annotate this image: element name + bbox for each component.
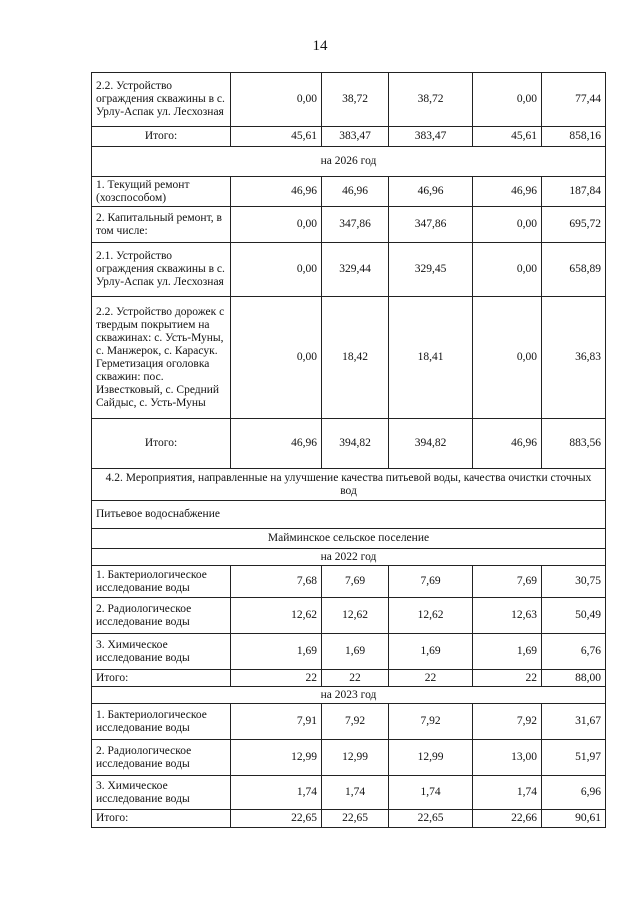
value-cell: 22,65 — [322, 810, 389, 828]
value-cell: 7,69 — [322, 566, 389, 598]
value-cell: 22 — [389, 670, 473, 687]
settlement-heading — [92, 529, 606, 549]
section-4-2-heading — [92, 469, 606, 501]
value-cell: 12,99 — [322, 740, 389, 776]
table-row — [92, 704, 606, 740]
measures-table — [91, 72, 606, 828]
table-row — [92, 634, 606, 670]
value-cell: 1,74 — [231, 776, 322, 810]
total-label: Итого: — [92, 419, 231, 469]
table-row — [92, 207, 606, 243]
row-name: 3. Химическое исследование воды — [92, 634, 231, 670]
section-4-2-heading-cell: 4.2. Мероприятия, направленные на улучшение качества питьевой воды, качества очистки сточных вод — [92, 469, 606, 501]
value-cell: 1,69 — [231, 634, 322, 670]
value-cell: 51,97 — [542, 740, 606, 776]
row-name: 2. Капитальный ремонт, в том числе: — [92, 207, 231, 243]
value-cell: 88,00 — [542, 670, 606, 687]
total-row — [92, 810, 606, 828]
value-cell: 38,72 — [322, 73, 389, 127]
table-body — [92, 73, 606, 828]
page-number: 14 — [312, 38, 328, 54]
value-cell: 1,69 — [389, 634, 473, 670]
table-row — [92, 598, 606, 634]
value-cell: 329,45 — [389, 243, 473, 297]
year-2026-heading — [92, 147, 606, 177]
value-cell: 0,00 — [231, 73, 322, 127]
drinking-water-label-cell: Питьевое водоснабжение — [92, 501, 606, 529]
value-cell: 13,00 — [473, 740, 542, 776]
value-cell: 0,00 — [231, 207, 322, 243]
value-cell: 187,84 — [542, 177, 606, 207]
value-cell: 695,72 — [542, 207, 606, 243]
value-cell: 46,96 — [231, 177, 322, 207]
value-cell: 6,96 — [542, 776, 606, 810]
value-cell: 22,66 — [473, 810, 542, 828]
value-cell: 90,61 — [542, 810, 606, 828]
total-label: Итого: — [92, 810, 231, 828]
value-cell: 45,61 — [231, 127, 322, 147]
value-cell: 7,92 — [389, 704, 473, 740]
drinking-water-label — [92, 501, 606, 529]
value-cell: 22 — [473, 670, 542, 687]
table-row — [92, 776, 606, 810]
value-cell: 12,63 — [473, 598, 542, 634]
value-cell: 1,74 — [322, 776, 389, 810]
value-cell: 1,69 — [473, 634, 542, 670]
year-2022-heading — [92, 549, 606, 566]
value-cell: 0,00 — [231, 297, 322, 419]
value-cell: 46,96 — [389, 177, 473, 207]
value-cell: 46,96 — [473, 419, 542, 469]
total-row — [92, 127, 606, 147]
value-cell: 7,69 — [473, 566, 542, 598]
value-cell: 0,00 — [473, 207, 542, 243]
value-cell: 50,49 — [542, 598, 606, 634]
value-cell: 36,83 — [542, 297, 606, 419]
table-row — [92, 177, 606, 207]
value-cell: 6,76 — [542, 634, 606, 670]
value-cell: 383,47 — [322, 127, 389, 147]
value-cell: 7,68 — [231, 566, 322, 598]
value-cell: 31,67 — [542, 704, 606, 740]
value-cell: 329,44 — [322, 243, 389, 297]
value-cell: 38,72 — [389, 73, 473, 127]
year-2023-heading-cell: на 2023 год — [92, 687, 606, 704]
year-2022-heading-cell: на 2022 год — [92, 549, 606, 566]
value-cell: 858,16 — [542, 127, 606, 147]
year-2026-heading-cell: на 2026 год — [92, 147, 606, 177]
total-label: Итого: — [92, 127, 231, 147]
value-cell: 7,69 — [389, 566, 473, 598]
row-name: 2. Радиологическое исследование воды — [92, 598, 231, 634]
row-name: 2.2. Устройство ограждения скважины в с. Урлу-Аспак ул. Лесхозная — [92, 73, 231, 127]
row-name: 2.2. Устройство дорожек с твердым покрытием на скважинах: с. Усть-Муны, с. Манжерок, с. Карасук. Герметизация оголовка скважин: пос. Известковый, с. Средний Сайдыс, с. Усть-Муны — [92, 297, 231, 419]
table-row — [92, 73, 606, 127]
total-row — [92, 670, 606, 687]
row-name: 2.1. Устройство ограждения скважины в с. Урлу-Аспак ул. Лесхозная — [92, 243, 231, 297]
year-2023-heading — [92, 687, 606, 704]
value-cell: 394,82 — [322, 419, 389, 469]
table-row — [92, 297, 606, 419]
value-cell: 883,56 — [542, 419, 606, 469]
value-cell: 77,44 — [542, 73, 606, 127]
value-cell: 394,82 — [389, 419, 473, 469]
row-name: 2. Радиологическое исследование воды — [92, 740, 231, 776]
value-cell: 30,75 — [542, 566, 606, 598]
value-cell: 12,62 — [231, 598, 322, 634]
value-cell: 22,65 — [389, 810, 473, 828]
value-cell: 347,86 — [389, 207, 473, 243]
value-cell: 22 — [322, 670, 389, 687]
value-cell: 0,00 — [231, 243, 322, 297]
table-row — [92, 740, 606, 776]
value-cell: 12,99 — [231, 740, 322, 776]
value-cell: 46,96 — [231, 419, 322, 469]
value-cell: 1,69 — [322, 634, 389, 670]
settlement-heading-cell: Майминское сельское поселение — [92, 529, 606, 549]
row-name: 1. Бактериологическое исследование воды — [92, 704, 231, 740]
table-row — [92, 243, 606, 297]
table-row — [92, 566, 606, 598]
value-cell: 0,00 — [473, 243, 542, 297]
value-cell: 1,74 — [473, 776, 542, 810]
value-cell: 7,92 — [473, 704, 542, 740]
value-cell: 12,62 — [322, 598, 389, 634]
value-cell: 46,96 — [322, 177, 389, 207]
value-cell: 46,96 — [473, 177, 542, 207]
value-cell: 347,86 — [322, 207, 389, 243]
value-cell: 0,00 — [473, 73, 542, 127]
value-cell: 12,62 — [389, 598, 473, 634]
value-cell: 22,65 — [231, 810, 322, 828]
value-cell: 658,89 — [542, 243, 606, 297]
value-cell: 22 — [231, 670, 322, 687]
total-row — [92, 419, 606, 469]
value-cell: 383,47 — [389, 127, 473, 147]
value-cell: 7,91 — [231, 704, 322, 740]
value-cell: 1,74 — [389, 776, 473, 810]
value-cell: 0,00 — [473, 297, 542, 419]
value-cell: 45,61 — [473, 127, 542, 147]
row-name: 1. Текущий ремонт (хозспособом) — [92, 177, 231, 207]
total-label: Итого: — [92, 670, 231, 687]
row-name: 1. Бактериологическое исследование воды — [92, 566, 231, 598]
value-cell: 18,42 — [322, 297, 389, 419]
value-cell: 7,92 — [322, 704, 389, 740]
value-cell: 12,99 — [389, 740, 473, 776]
row-name: 3. Химическое исследование воды — [92, 776, 231, 810]
value-cell: 18,41 — [389, 297, 473, 419]
